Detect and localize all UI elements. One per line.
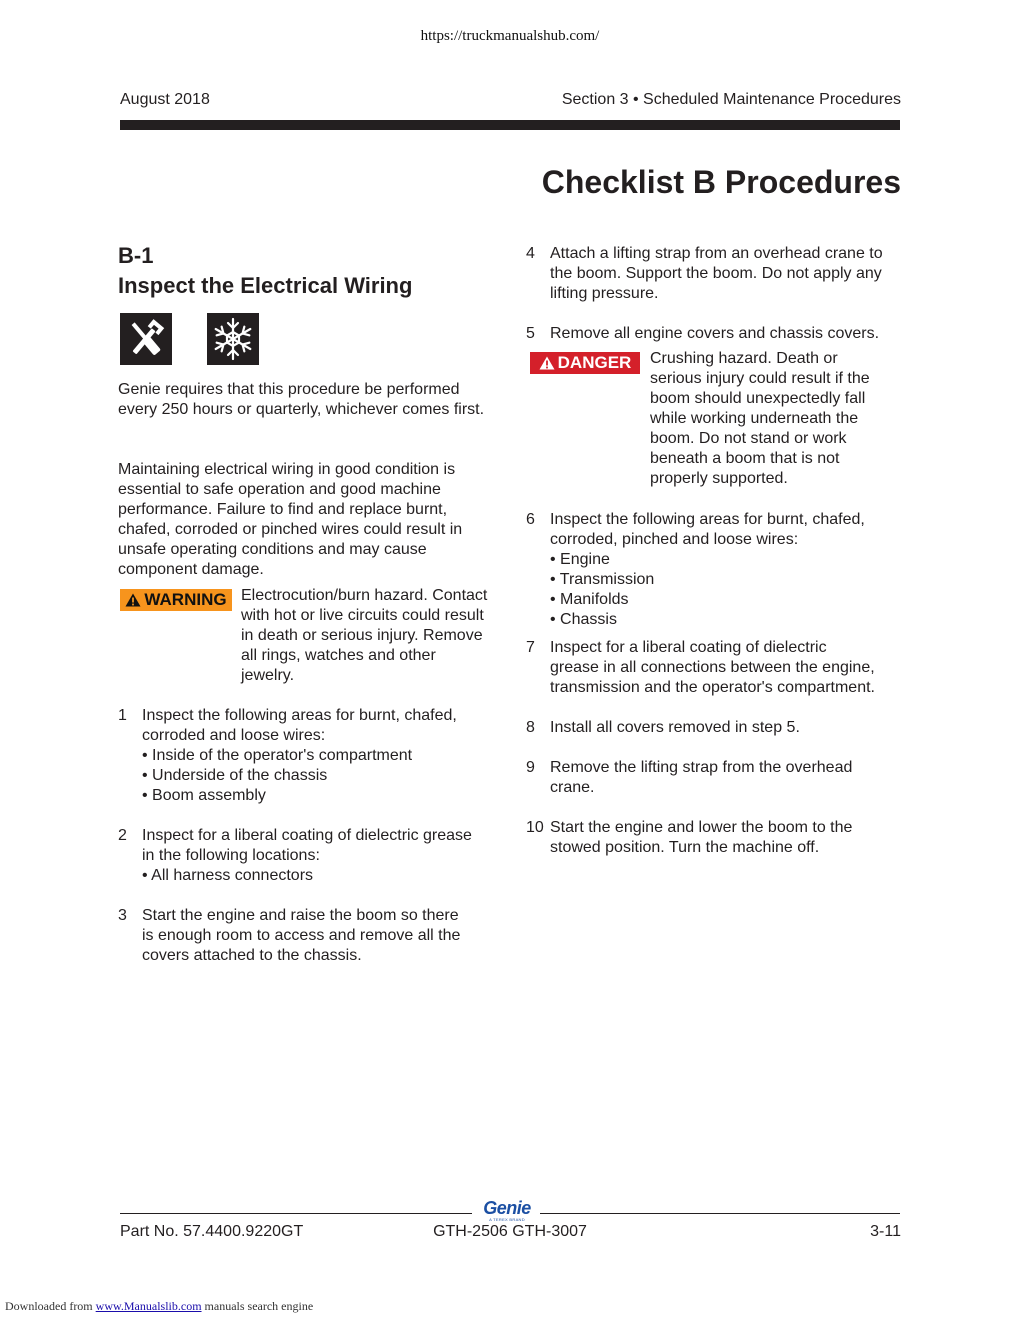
step-line: Remove the lifting strap from the overhead <box>550 759 853 776</box>
warning-text: Electrocution/burn hazard. Contact with hot or live circuits could result in death or serious injury. Remove all rings, watches and other jewelry. <box>241 587 488 684</box>
step-line: is enough room to access and remove all the <box>142 927 461 944</box>
step-line: • Transmission <box>550 571 655 588</box>
footer-model: GTH-2506 GTH-3007 <box>433 1223 587 1240</box>
step-line: Inspect the following areas for burnt, chafed, <box>142 707 457 724</box>
step-line: Inspect the following areas for burnt, chafed, <box>550 511 865 528</box>
step-number: 4 <box>526 245 535 262</box>
step-line: Start the engine and lower the boom to the <box>550 819 853 836</box>
download-note <box>5 1299 313 1314</box>
step-line: corroded and loose wires: <box>142 727 326 744</box>
tools-icon <box>120 313 172 365</box>
step-line: Inspect for a liberal coating of dielectric grease <box>142 827 472 844</box>
genie-logo-wordmark: Genie <box>483 1198 531 1218</box>
step-body <box>550 758 852 798</box>
step-body <box>142 906 460 966</box>
step-body <box>550 510 865 630</box>
danger-badge <box>530 352 640 374</box>
genie-logo <box>478 1199 536 1222</box>
snowflake-icon <box>207 313 259 365</box>
step-body <box>550 244 883 304</box>
step-line: Attach a lifting strap from an overhead crane to <box>550 245 883 262</box>
step-line: • All harness connectors <box>142 867 314 884</box>
source-url: https://truckmanualshub.com/ <box>420 28 600 44</box>
danger-triangle-icon <box>539 356 555 370</box>
step-number: 8 <box>526 719 535 736</box>
step-line: • Underside of the chassis <box>142 767 328 784</box>
step-line: in the following locations: <box>142 847 320 864</box>
procedure-code: B-1 <box>118 243 154 268</box>
step-line: lifting pressure. <box>550 285 659 302</box>
step-number: 10 <box>526 819 544 836</box>
footer-part-number: Part No. 57.4400.9220GT <box>120 1223 304 1240</box>
step-number: 9 <box>526 759 535 776</box>
header-rule <box>120 120 900 130</box>
step-body <box>550 638 875 698</box>
header-date: August 2018 <box>120 91 210 108</box>
manualslib-link[interactable]: www.Manualslib.com <box>95 1299 202 1313</box>
genie-logo-tagline: A TEREX BRAND <box>489 1217 525 1222</box>
step-line: stowed position. Turn the machine off. <box>550 839 820 856</box>
purpose-paragraph: Maintaining electrical wiring in good condition is essential to safe operation and good machine performance. Failure to find and replace burnt, chafed, corroded or pinched wires could result in unsafe operating conditions and may cause component damage. <box>118 461 463 578</box>
warning-label: WARNING <box>144 590 227 609</box>
step-line: Remove all engine covers and chassis covers. <box>550 325 880 342</box>
step-line: Inspect for a liberal coating of dielectric <box>550 639 827 656</box>
warning-triangle-icon <box>125 593 141 607</box>
step-body <box>550 818 852 858</box>
step-body <box>142 706 457 806</box>
footer-rule-right <box>540 1213 900 1214</box>
step-number: 6 <box>526 511 535 528</box>
step-number: 5 <box>526 325 535 342</box>
step-line: grease in all connections between the engine, <box>550 659 875 676</box>
step-body <box>142 826 472 886</box>
step-line: • Boom assembly <box>142 787 266 804</box>
footer-page-number: 3-11 <box>870 1223 901 1240</box>
step-line: crane. <box>550 779 595 796</box>
download-suffix: manuals search engine <box>204 1299 314 1313</box>
step-line: transmission and the operator's compartment. <box>550 679 875 696</box>
procedure-title: Inspect the Electrical Wiring <box>118 273 413 298</box>
interval-paragraph: Genie requires that this procedure be performed every 250 hours or quarterly, whichever comes first. <box>118 381 485 418</box>
step-line: • Inside of the operator's compartment <box>142 747 413 764</box>
step-body <box>550 324 879 344</box>
danger-text: Crushing hazard. Death or serious injury could result if the boom should unexpectedly fall while working underneath the boom. Do not stand or work beneath a boom that is not properly supported. <box>650 350 870 487</box>
warning-badge <box>120 589 232 611</box>
step-line: corroded, pinched and loose wires: <box>550 531 799 548</box>
step-line: • Engine <box>550 551 610 568</box>
step-line: • Chassis <box>550 611 617 628</box>
step-number: 2 <box>118 827 127 844</box>
page-title: Checklist B Procedures <box>541 164 901 200</box>
step-line: the boom. Support the boom. Do not apply any <box>550 265 882 282</box>
step-line: Install all covers removed in step 5. <box>550 719 800 736</box>
step-number: 3 <box>118 907 127 924</box>
step-body <box>550 718 800 738</box>
download-prefix: Downloaded from <box>5 1299 93 1313</box>
footer-rule-left <box>120 1213 472 1214</box>
step-line: • Manifolds <box>550 591 629 608</box>
danger-label: DANGER <box>557 353 632 372</box>
step-number: 7 <box>526 639 535 656</box>
header-section: Section 3 • Scheduled Maintenance Procedures <box>561 91 901 108</box>
step-number: 1 <box>118 707 127 724</box>
step-line: covers attached to the chassis. <box>142 947 362 964</box>
step-line: Start the engine and raise the boom so there <box>142 907 459 924</box>
